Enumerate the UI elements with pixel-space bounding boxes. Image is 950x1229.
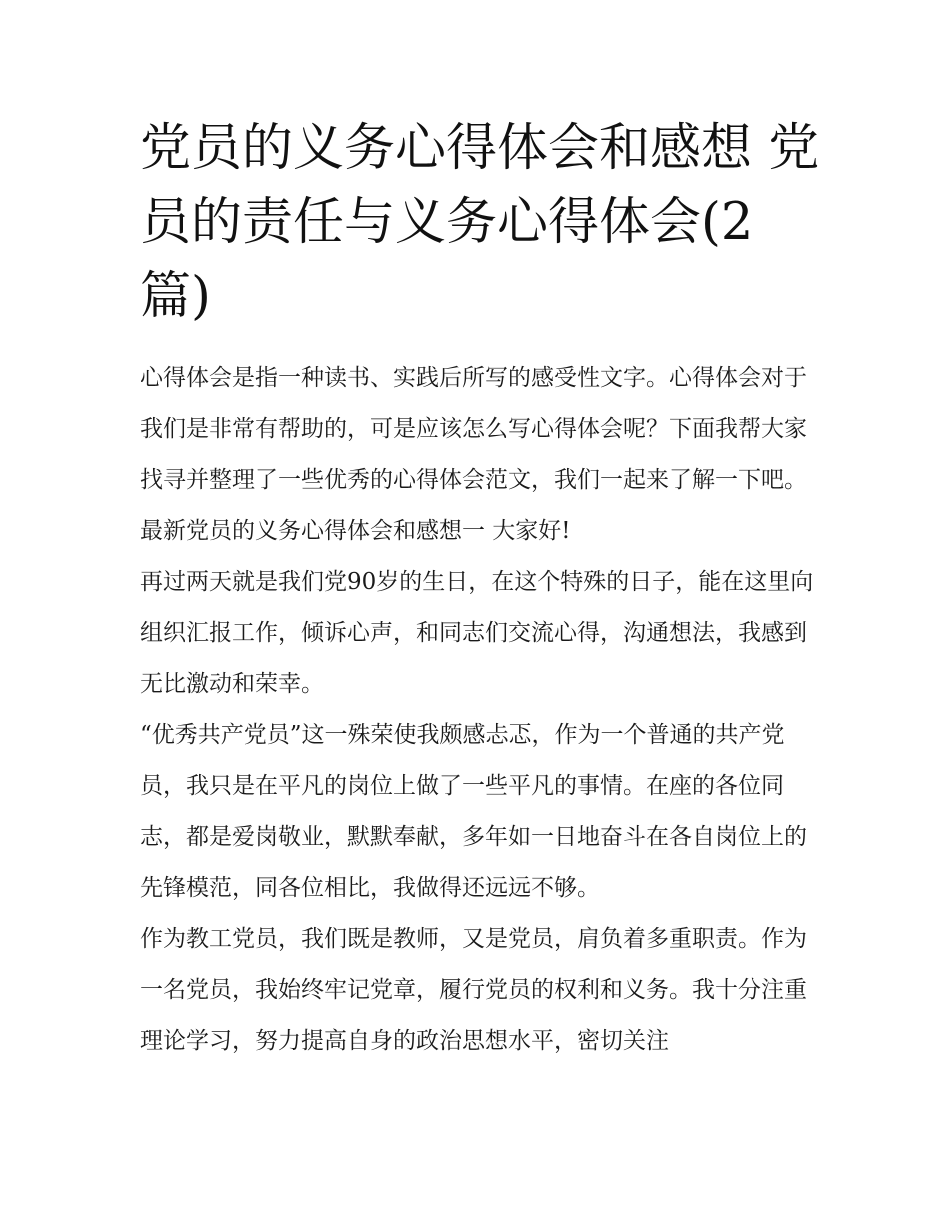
document-title: 党员的义务心得体会和感想 党员的责任与义务心得体会(2篇) <box>140 119 820 326</box>
paragraph-intro: 心得体会是指一种读书、实践后所写的感受性文字。心得体会对于我们是非常有帮助的，可是应该怎么写心得体会呢？下面我帮大家找寻并整理了一些优秀的心得体会范文，我们一起来了解一下吧。 <box>140 365 807 493</box>
paragraph-duty: 作为教工党员，我们既是教师，又是党员，肩负着多重职责。作为一名党员，我始终牢记党章，履行党员的权利和义务。我十分注重理论学习，努力提高自身的政治思想水平，密切关注 <box>140 926 807 1054</box>
document-body <box>140 353 816 1067</box>
paragraph-honor: “优秀共产党员”这一殊荣使我颇感忐忑，作为一个普通的共产党员，我只是在平凡的岗位上做了一些平凡的事情。在座的各位同志，都是爱岗敬业，默默奉献，多年如一日地奋斗在各自岗位上的先锋模范，同各位相比，我做得还远远不够。 <box>140 722 807 901</box>
paragraph-section-heading: 最新党员的义务心得体会和感想一 大家好! <box>140 518 571 544</box>
paragraph-anniversary: 再过两天就是我们党90岁的生日，在这个特殊的日子，能在这里向组织汇报工作，倾诉心声，和同志们交流心得，沟通想法，我感到无比激动和荣幸。 <box>140 569 814 697</box>
